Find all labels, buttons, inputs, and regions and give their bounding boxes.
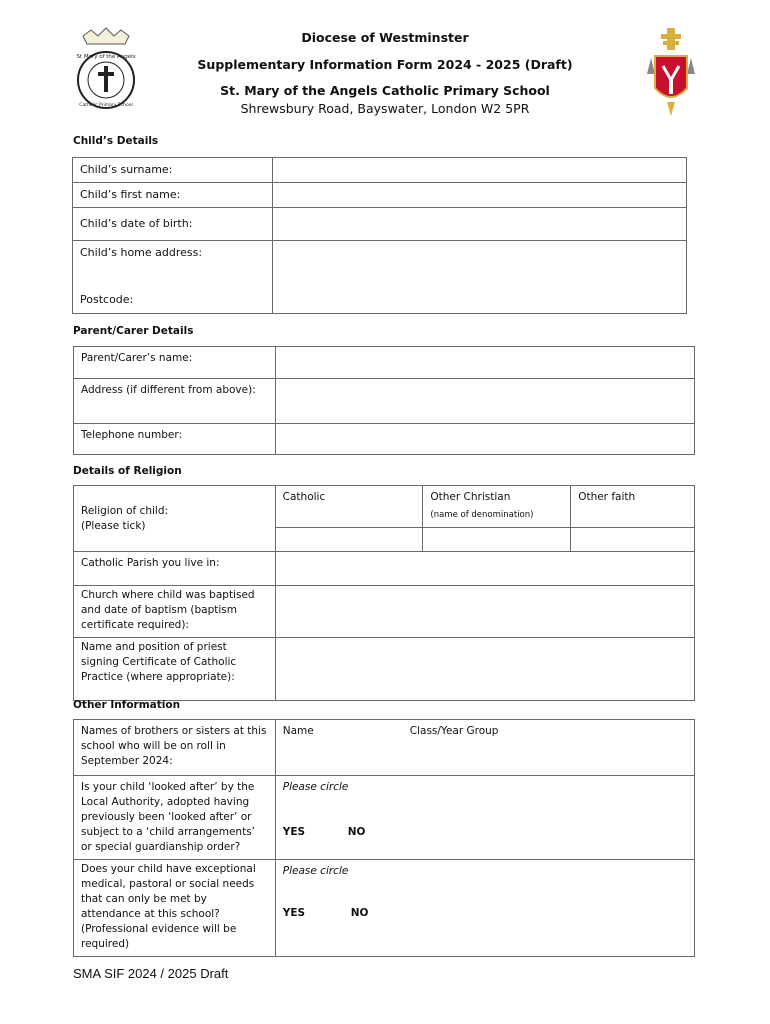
catholic-option-label: Catholic (275, 486, 423, 528)
denomination-note: (name of denomination) (430, 510, 534, 520)
looked-after-please-circle: Please circle (282, 781, 349, 793)
postcode-label: Postcode: (80, 293, 134, 306)
section-religion: Details of Religion (73, 465, 182, 477)
child-dob-field[interactable] (272, 208, 686, 241)
priest-label: Name and position of priest signing Certificate of Catholic Practice (where appropriate): (74, 638, 276, 701)
svg-text:Catholic Primary School: Catholic Primary School (79, 103, 133, 108)
parent-details-table (73, 346, 695, 455)
form-title: Supplementary Information Form 2024 - 2025 (Draft) (197, 57, 573, 72)
looked-after-no[interactable]: NO (347, 826, 366, 838)
child-details-table (72, 157, 687, 314)
school-address: Shrewsbury Road, Bayswater, London W2 5PR (240, 101, 530, 116)
sibling-class-header: Class/Year Group (409, 725, 499, 737)
parent-name-field[interactable] (275, 347, 694, 379)
child-address-field[interactable] (272, 241, 686, 314)
section-other-info: Other Information (73, 699, 181, 711)
other-christian-label: Other Christian (430, 491, 511, 503)
religion-table (73, 485, 695, 701)
parent-name-label: Parent/Carer’s name: (74, 347, 276, 379)
parish-field[interactable] (275, 552, 694, 586)
child-surname-label: Child’s surname: (73, 158, 273, 183)
siblings-label: Names of brothers or sisters at this school who will be on roll in September 2024: (74, 720, 276, 776)
religion-label-cell (74, 486, 276, 552)
other-christian-cell (423, 486, 571, 528)
child-surname-field[interactable] (272, 158, 686, 183)
needs-answer (275, 860, 694, 957)
parent-address-label: Address (if different from above): (74, 379, 276, 424)
child-address-label: Child’s home address: (80, 246, 203, 259)
section-parent-details: Parent/Carer Details (73, 325, 194, 337)
child-first-name-field[interactable] (272, 183, 686, 208)
catholic-tick-box[interactable] (275, 528, 423, 552)
footer-text: SMA SIF 2024 / 2025 Draft (73, 966, 229, 981)
needs-label: Does your child have exceptional medical, pastoral or social needs that can only be met by attendance at this school? (Professional evidence will be required) (74, 860, 276, 957)
needs-no[interactable]: NO (350, 907, 369, 919)
other-faith-tick-box[interactable] (571, 528, 695, 552)
section-childs-details: Child’s Details (73, 135, 159, 147)
other-faith-label: Other faith (571, 486, 695, 528)
parish-label: Catholic Parish you live in: (74, 552, 276, 586)
looked-after-answer (275, 776, 694, 860)
religion-label: Religion of child: (81, 504, 169, 517)
baptism-label: Church where child was baptised and date of baptism (baptism certificate required): (74, 586, 276, 638)
baptism-field[interactable] (275, 586, 694, 638)
diocese-title: Diocese of Westminster (301, 30, 469, 45)
other-info-table (73, 719, 695, 957)
siblings-field[interactable] (275, 720, 694, 776)
school-name: St. Mary of the Angels Catholic Primary School (220, 83, 550, 98)
svg-text:St Mary of the Angels: St Mary of the Angels (76, 54, 136, 60)
looked-after-yes[interactable]: YES (282, 826, 306, 838)
looked-after-label: Is your child ‘looked after’ by the Local Authority, adopted having previously been ‘looked after’ or subject to a ‘child arrangements’ or special guardianship order? (74, 776, 276, 860)
needs-please-circle: Please circle (282, 865, 349, 877)
child-first-name-label: Child’s first name: (73, 183, 273, 208)
parent-telephone-label: Telephone number: (74, 424, 276, 455)
please-tick-label: (Please tick) (81, 519, 146, 532)
needs-yes[interactable]: YES (282, 907, 306, 919)
child-dob-label: Child’s date of birth: (73, 208, 273, 241)
child-address-cell (73, 241, 273, 314)
parent-address-field[interactable] (275, 379, 694, 424)
priest-field[interactable] (275, 638, 694, 701)
other-christian-tick-box[interactable] (423, 528, 571, 552)
sibling-name-header: Name (282, 725, 314, 737)
parent-telephone-field[interactable] (275, 424, 694, 455)
